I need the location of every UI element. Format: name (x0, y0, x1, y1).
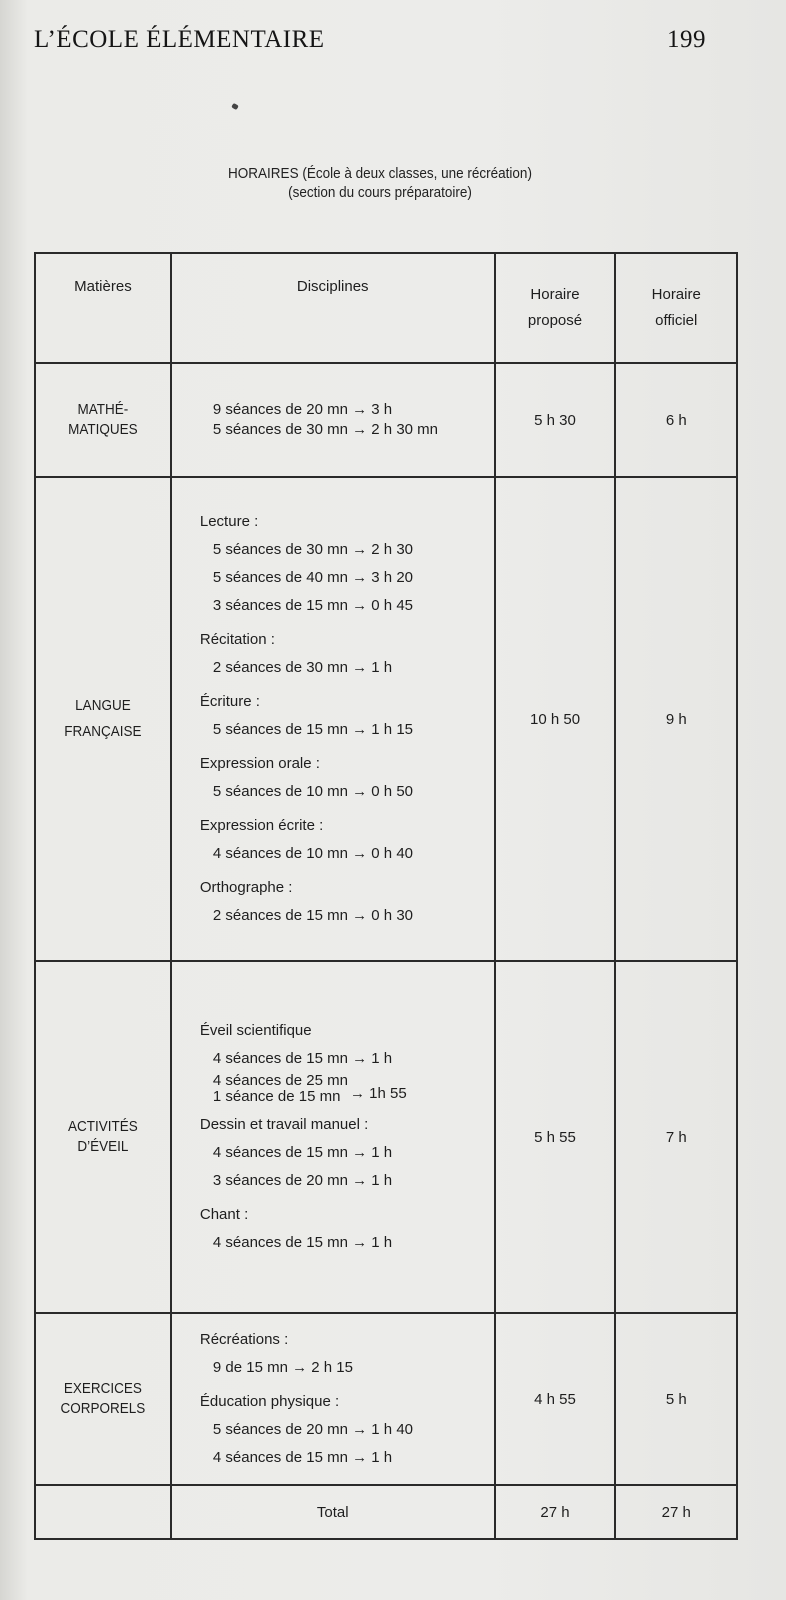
disciplines-cell: Récréations : 9 de 15 mn → 2 h 15 Éducation physique : 5 séances de 20 mn → 1 h 40 4 séances de 15 mn → 1 h (171, 1313, 495, 1485)
horaire-propose: 5 h 30 (495, 363, 616, 477)
total-propose: 27 h (495, 1485, 616, 1539)
total-row (35, 1485, 737, 1539)
table-row (35, 1313, 737, 1485)
subject-cell: LANGUE FRANÇAISE (35, 477, 171, 961)
subject-cell: ACTIVITÉS D’ÉVEIL (35, 961, 171, 1313)
page-number: 199 (667, 26, 706, 53)
horaire-propose: 4 h 55 (495, 1313, 616, 1485)
total-empty-cell (35, 1485, 171, 1539)
disciplines-cell (171, 363, 495, 477)
subject-cell: MATHÉ- MATIQUES (35, 363, 171, 477)
table-row (35, 363, 737, 477)
horaire-propose: 10 h 50 (495, 477, 616, 961)
table-row (35, 961, 737, 1313)
discipline-line: 9 séances de 20 mn → 3 h (212, 401, 393, 418)
subject-cell: EXERCICES CORPORELS (35, 1313, 171, 1485)
header-matieres: Matières (35, 253, 171, 363)
chapter-title: L’ÉCOLE ÉLÉMENTAIRE (34, 26, 325, 53)
discipline-line: 5 séances de 30 mn → 2 h 30 mn (212, 421, 439, 438)
total-officiel: 27 h (615, 1485, 737, 1539)
caption-line-1: HORAIRES (École à deux classes, une récréation) (228, 165, 532, 182)
header-horaire-propose: Horaire proposé (495, 253, 616, 363)
horaire-officiel: 6 h (615, 363, 737, 477)
header-horaire-officiel: Horaire officiel (615, 253, 737, 363)
table-caption (146, 164, 614, 202)
disciplines-cell: Éveil scientifique 4 séances de 15 mn → 1 h 4 séances de 25 mn 1 séance de 15 mn → 1h 55 Dessin et travail manuel : 4 séances de 15 mn → 1 h 3 séances de 20 mn → 1 h Chant : 4 séances de 15 mn → 1 h (171, 961, 495, 1313)
header-disciplines: Disciplines (171, 253, 495, 363)
running-head (34, 26, 706, 54)
caption-line-2: (section du cours préparatoire) (288, 184, 472, 201)
horaire-propose: 5 h 55 (495, 961, 616, 1313)
schedule-table (34, 252, 738, 1540)
horaire-officiel: 7 h (615, 961, 737, 1313)
table-row (35, 477, 737, 961)
horaire-officiel: 5 h (615, 1313, 737, 1485)
merged-sessions: 4 séances de 25 mn 1 séance de 15 mn → 1h 55 (212, 1072, 407, 1105)
total-label: Total (171, 1485, 495, 1539)
disciplines-cell: Lecture : 5 séances de 30 mn → 2 h 30 5 séances de 40 mn → 3 h 20 3 séances de 15 mn → 0 h 45 Récitation : 2 séances de 30 mn → 1 h Écriture : 5 séances de 15 mn → 1 h 15 Expression orale : 5 séances de 10 mn → 0 h 50 Expression écrite : 4 séances de 10 mn → 0 h 40 Orthographe : 2 séances de 15 mn → 0 h 30 (171, 477, 495, 961)
horaire-officiel: 9 h (615, 477, 737, 961)
ink-speck (231, 103, 239, 110)
header-row (35, 253, 737, 363)
